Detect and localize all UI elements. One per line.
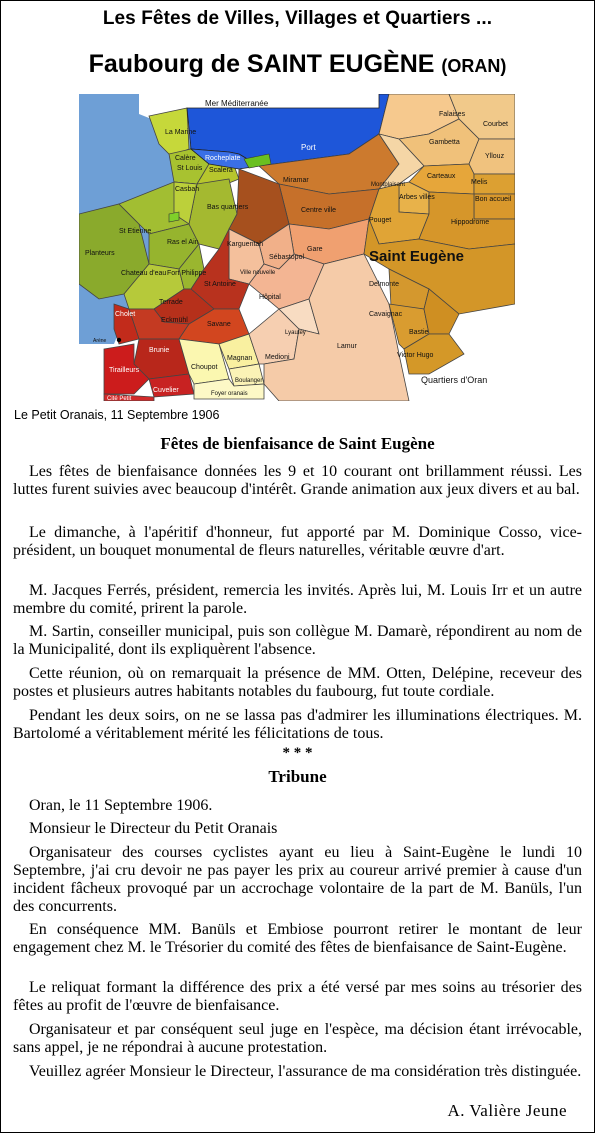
section-separator: * * *	[282, 745, 313, 761]
label-calere: Calère	[175, 155, 196, 162]
title-main: Faubourg de SAINT EUGÈNE	[88, 50, 435, 78]
label-planteurs: Planteurs	[85, 250, 115, 257]
label-falaises: Falaises	[439, 111, 466, 118]
label-rocheplate: Rocheplate	[205, 155, 241, 162]
article2-paragraph-3: Organisateur des courses cyclistes ayant eu lieu à Saint-Eugène le lundi 10 Septembre, j'ai cru devoir ne pas payer les prix au coureur arrivé premier à cause d'un incident fâcheux provoqué par un accrochage volontaire de la part de M. Banüls, l'un des concurrents.	[13, 844, 582, 915]
label-bastie: Bastie	[409, 329, 429, 336]
arena-marker	[117, 338, 121, 342]
label-bon-accueil: Bon accueil	[475, 196, 512, 203]
label-bas-quartiers: Bas quartiers	[207, 204, 249, 211]
label-lamur: Lamur	[337, 343, 357, 350]
label-gare: Gare	[307, 246, 323, 253]
label-miramar: Miramar	[283, 177, 309, 184]
article2-heading: Tribune	[268, 767, 327, 786]
page-title	[0, 50, 595, 79]
label-eckmuhl: Eckmühl	[161, 317, 188, 324]
label-cholet: Cholet	[115, 311, 136, 318]
label-lyautey: Lyautey	[285, 330, 306, 336]
article1-paragraph-1: Les fêtes de bienfaisance données les 9 et 10 courant ont brillamment réussi. Les luttes furent suivies avec beaucoup d'intérêt. Grande animation aux jeux divers et au bal.	[13, 463, 582, 498]
label-yllouz: Yllouz	[485, 153, 505, 160]
label-foyer-oranais: Foyer oranais	[211, 391, 248, 397]
label-arene: Arène	[93, 338, 107, 344]
article1-paragraph-4: M. Sartin, conseiller municipal, puis son collègue M. Damarè, répondirent au nom de la Municipalité, dont ils expliquèrent l'absence.	[13, 623, 582, 658]
label-gambetta: Gambetta	[429, 139, 460, 146]
label-carteaux: Carteaux	[427, 173, 456, 180]
article2-paragraph-7: Veuillez agréer Monsieur le Directeur, l'assurance de ma considération très distinguée.	[29, 1063, 582, 1080]
label-cite-petit: Cité Petit	[107, 396, 132, 401]
label-magnan: Magnan	[227, 355, 253, 362]
label-ras-el-ain: Ras el Ain	[167, 239, 199, 246]
map-legend: Quartiers d'Oran	[421, 375, 488, 385]
label-sea: Mer Méditerranée	[205, 99, 269, 108]
label-hippodrome: Hippodrome	[451, 219, 490, 226]
label-port: Port	[301, 143, 316, 152]
article2-paragraph-5: Le reliquat formant la différence des prix a été versé par mes soins au trésorier des fêtes au profit de l'œuvre de bienfaisance.	[13, 979, 582, 1014]
label-karguentah: Karguentah	[227, 241, 264, 248]
label-hopital: Hôpital	[259, 294, 281, 301]
label-arbres-villes: Arbes villes	[399, 194, 435, 201]
article1-heading: Fêtes de bienfaisance de Saint Eugène	[160, 434, 435, 453]
label-la-marine: La Marine	[165, 129, 197, 136]
label-medioni: Medioni	[265, 354, 290, 361]
label-boulanger: Boulanger	[235, 378, 263, 384]
label-scalera: Scalera	[209, 167, 233, 174]
label-courbet: Courbet	[483, 121, 508, 128]
article1-paragraph-5: Cette réunion, où on remarquait la présence de MM. Otten, Delépine, receveur des postes et plusieurs autres habitants notables du faubourg, fut toute cordiale.	[13, 665, 582, 700]
label-st-etienne: St Etienne	[119, 228, 152, 235]
label-melis: Melis	[471, 179, 488, 186]
label-centre-ville: Centre ville	[301, 207, 337, 214]
article1-paragraph-6: Pendant les deux soirs, on ne se lassa pas d'admirer les illuminations électriques. M. Bartolomé a véritablement mérité les félicitations de tous.	[13, 707, 582, 742]
signature: A. Valière Jeune	[447, 1101, 567, 1120]
park-patch-2	[169, 212, 179, 222]
label-st-louis: St Louis	[177, 165, 203, 172]
district-map	[79, 94, 515, 401]
article2-paragraph-4: En conséquence MM. Banüls et Embiose pourront retirer le montant de leur engagement chez M. le Trésorier du comité des fêtes de bienfaisance de Saint-Eugène.	[13, 921, 582, 956]
label-terrade: Terrade	[159, 299, 183, 306]
series-kicker: Les Fêtes de Villes, Villages et Quartiers ...	[102, 8, 493, 29]
image-caption: Le Petit Oranais, 11 Septembre 1906	[14, 408, 220, 422]
article1-paragraph-2: Le dimanche, à l'apéritif d'honneur, fut apporté par M. Dominique Cosso, vice-président, un bouquet monumental de fleurs naturelles, véritable œuvre d'art.	[13, 524, 582, 559]
title-suffix: (ORAN)	[441, 56, 507, 76]
label-st-antoine: St Antoine	[204, 281, 236, 288]
label-chateau-deau: Chateau d'eau	[121, 270, 167, 277]
label-victor-hugo: Victor Hugo	[397, 352, 434, 359]
label-delmonte: Delmonte	[369, 281, 399, 288]
article2-paragraph-6: Organisateur et par conséquent seul juge en l'espèce, ma décision étant irrévocable, sans appel, je ne répondrai à aucune protestation.	[13, 1021, 582, 1056]
label-choupot: Choupot	[191, 364, 218, 371]
label-saint-eugene: Saint Eugène	[369, 248, 465, 265]
label-savane: Savane	[207, 321, 231, 328]
label-tirailleurs: Tirailleurs	[109, 367, 140, 374]
label-ville-nouvelle: Ville nouvelle	[240, 270, 276, 276]
label-cuvelier: Cuvelier	[153, 387, 179, 394]
article2-paragraph-2: Monsieur le Directeur du Petit Oranais	[29, 820, 278, 837]
label-cavaignac: Cavaignac	[369, 311, 403, 318]
label-brunie: Brunie	[149, 347, 170, 354]
label-sebastopol: Sébastopol	[269, 254, 305, 261]
article2-paragraph-1: Oran, le 11 Septembre 1906.	[29, 797, 213, 814]
label-montplaisant: Montplaisant	[371, 182, 406, 188]
label-pouget: Pouget	[369, 217, 392, 224]
label-casbah: Casbah	[175, 186, 200, 193]
label-fort-philippe: Fort Philippe	[167, 270, 207, 277]
article1-paragraph-3: M. Jacques Ferrés, président, remercia les invités. Après lui, M. Louis Irr et un autre membre du comité, prirent la parole.	[13, 582, 582, 617]
